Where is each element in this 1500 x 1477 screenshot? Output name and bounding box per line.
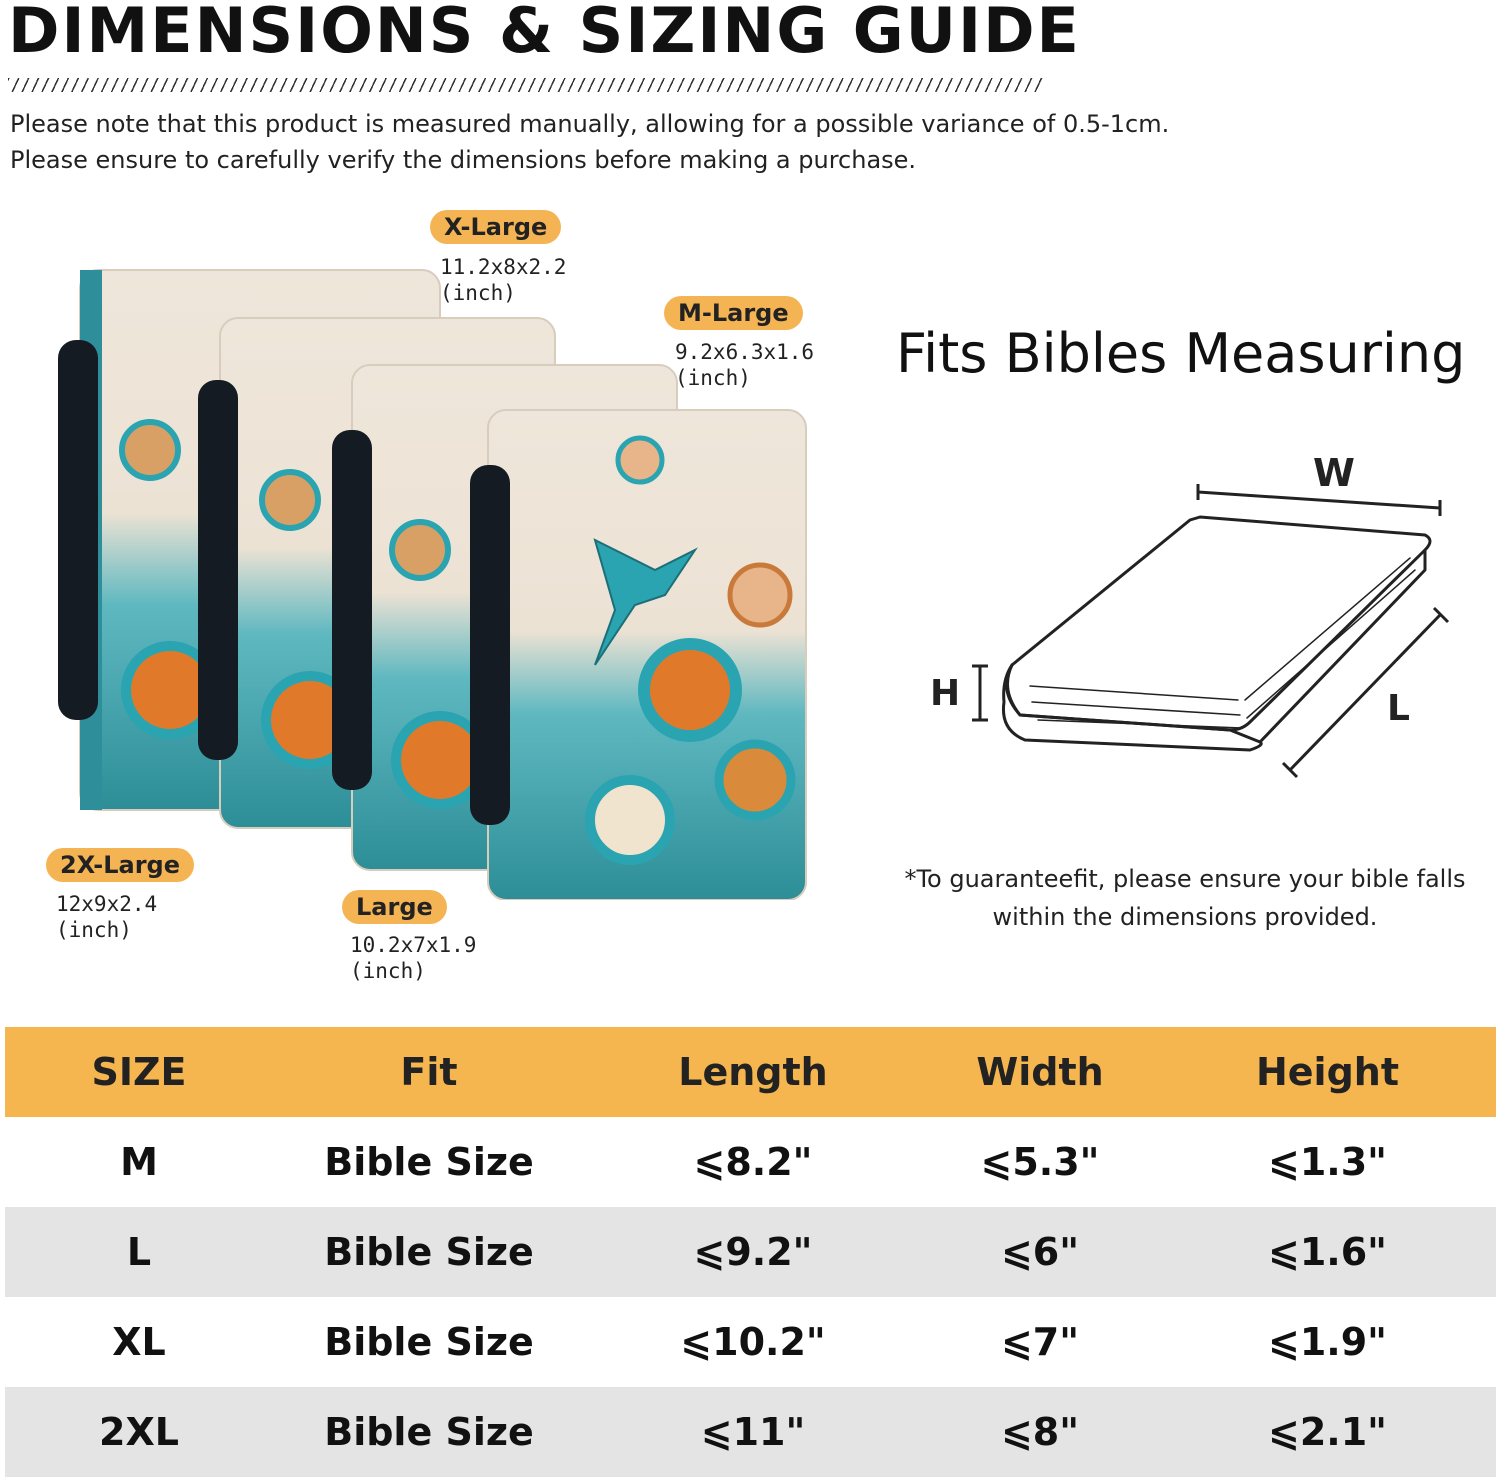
fit-note-line2: within the dimensions provided.	[992, 903, 1378, 931]
unit-xlarge: (inch)	[440, 281, 516, 305]
cell-size: 2XL	[5, 1387, 273, 1477]
dims-mlarge: 9.2x6.3x1.6	[675, 340, 815, 364]
cell-size: L	[5, 1207, 273, 1297]
fit-guarantee-note	[880, 860, 1490, 936]
label-2xlarge: 2X-Large	[46, 848, 194, 882]
table-row	[5, 1387, 1496, 1477]
header-fit: Fit	[273, 1027, 585, 1117]
dims-xlarge: 11.2x8x2.2	[440, 255, 567, 279]
verify-note: Please ensure to carefully verify the dimensions before making a purchase.	[10, 146, 917, 174]
cell-height: ⩽1.3"	[1268, 1140, 1387, 1184]
cell-length: ⩽9.2"	[585, 1207, 921, 1297]
table-row	[5, 1207, 1496, 1297]
label-mlarge: M-Large	[664, 296, 803, 330]
cell-height: ⩽2.1"	[1159, 1387, 1496, 1477]
cell-size: XL	[112, 1320, 166, 1364]
size-table	[5, 1027, 1496, 1477]
dimension-lines	[972, 484, 1448, 777]
dims-2xlarge: 12x9x2.4	[56, 892, 158, 916]
dims-large: 10.2x7x1.9	[350, 933, 477, 957]
height-label: H	[930, 673, 961, 714]
cell-length: ⩽10.2"	[680, 1320, 826, 1364]
unit-2xlarge: (inch)	[56, 918, 132, 942]
table-row	[5, 1297, 1496, 1387]
cell-length: ⩽11"	[585, 1387, 921, 1477]
label-xlarge: X-Large	[430, 210, 561, 244]
variance-note: Please note that this product is measured manually, allowing for a possible variance of 0.5-1cm.	[10, 110, 1170, 138]
cell-width: ⩽8"	[921, 1387, 1159, 1477]
cell-length: ⩽8.2"	[693, 1140, 813, 1184]
cell-fit: Bible Size	[324, 1140, 534, 1184]
cell-width: ⩽7"	[1000, 1320, 1080, 1364]
cell-height: ⩽1.9"	[1268, 1320, 1387, 1364]
table-row	[5, 1117, 1496, 1207]
cell-fit: Bible Size	[324, 1320, 534, 1364]
table-header-row	[5, 1027, 1496, 1117]
hatch-divider	[8, 78, 1043, 92]
cell-fit: Bible Size	[273, 1387, 585, 1477]
unit-mlarge: (inch)	[675, 366, 751, 390]
cell-width: ⩽6"	[921, 1207, 1159, 1297]
header-width: Width	[921, 1027, 1159, 1117]
header-size: SIZE	[5, 1027, 273, 1117]
width-label: W	[1313, 451, 1355, 495]
unit-large: (inch)	[350, 959, 426, 983]
cell-width: ⩽5.3"	[980, 1140, 1100, 1184]
diagram-title: Fits Bibles Measuring	[896, 322, 1466, 385]
label-large: Large	[342, 890, 447, 924]
header-length: Length	[585, 1027, 921, 1117]
cell-size: M	[120, 1140, 158, 1184]
page-title: DIMENSIONS & SIZING GUIDE	[8, 0, 1081, 67]
cell-fit: Bible Size	[273, 1207, 585, 1297]
cell-height: ⩽1.6"	[1159, 1207, 1496, 1297]
length-label: L	[1387, 688, 1410, 729]
header-height: Height	[1159, 1027, 1496, 1117]
cover-mlarge	[470, 410, 806, 900]
book-dimension-diagram	[920, 440, 1480, 800]
fit-note-line1: *To guaranteefit, please ensure your bible falls	[904, 865, 1466, 893]
